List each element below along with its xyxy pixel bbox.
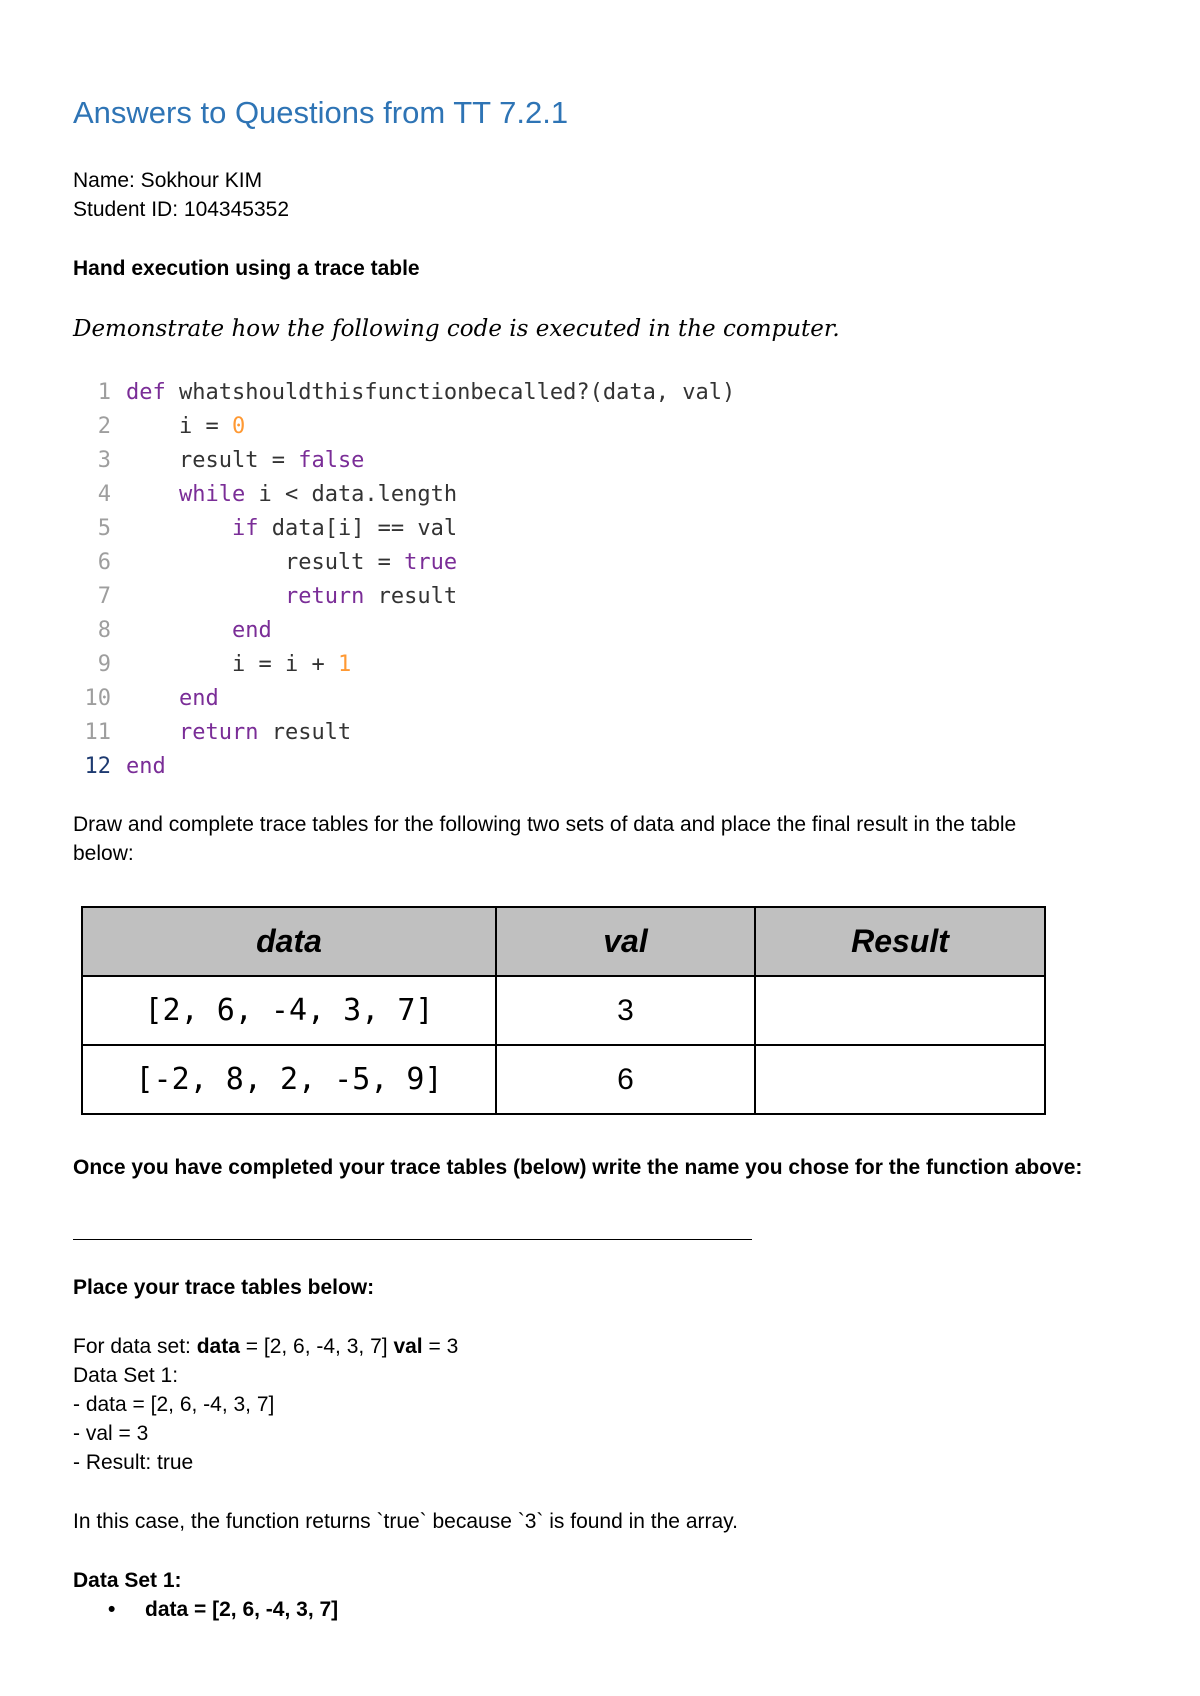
dataset-prefix: For data set: [73, 1335, 197, 1358]
code-line [75, 716, 351, 750]
code-indent [126, 652, 232, 677]
dataset-data-label: data [196, 1335, 240, 1358]
code-line [75, 614, 272, 648]
line-number: 7 [97, 584, 111, 609]
code-token: 0 [231, 414, 246, 439]
code-token: true [404, 550, 458, 575]
dataset1-bold-heading: Data Set 1: [73, 1569, 182, 1592]
code-token: return [178, 720, 272, 745]
table-header-row [82, 907, 1045, 976]
dataset-line [73, 1332, 458, 1361]
dataset1-item-data: - data = [2, 6, -4, 3, 7] [73, 1393, 275, 1416]
dataset-val-value: = 3 [422, 1335, 459, 1358]
bullet-list-item [108, 1595, 338, 1624]
code-indent [126, 448, 179, 473]
draw-instruction-line1: Draw and complete trace tables for the following two sets of data and place the final result in the table [73, 813, 1017, 836]
bullet-text: data = [2, 6, -4, 3, 7] [145, 1598, 339, 1621]
cell-data: [-2, 8, 2, -5, 9] [82, 1045, 496, 1114]
dataset-val-label: val [393, 1335, 423, 1358]
code-token: i = i + [231, 652, 338, 677]
header-data: data [82, 907, 496, 976]
code-token: 1 [337, 652, 352, 677]
cell-result[interactable] [755, 1045, 1045, 1114]
dataset1-item-result: - Result: true [73, 1451, 194, 1474]
results-table [81, 906, 1046, 1115]
line-number: 8 [97, 618, 111, 643]
header-result: Result [755, 907, 1045, 976]
dataset1-heading: Data Set 1: [73, 1364, 179, 1387]
code-token: if [231, 516, 272, 541]
cell-val: 3 [496, 976, 755, 1045]
student-id: Student ID: 104345352 [73, 198, 290, 221]
bullet-dot-icon: • [108, 1598, 116, 1621]
page-title: Answers to Questions from TT 7.2.1 [73, 95, 569, 130]
code-indent [126, 516, 232, 541]
student-name: Name: Sokhour KIM [73, 169, 263, 192]
answer-blank-line [73, 1239, 752, 1240]
code-line [75, 648, 351, 682]
code-line [75, 580, 457, 614]
code-line [75, 410, 245, 444]
table-row [82, 1045, 1045, 1114]
line-number: 12 [84, 754, 111, 779]
header-val: val [496, 907, 755, 976]
trace-heading: Place your trace tables below: [73, 1276, 375, 1299]
line-number: 1 [97, 380, 111, 405]
explanation-text: In this case, the function returns `true` because `3` is found in the array. [73, 1510, 738, 1533]
name-prompt: Once you have completed your trace tables (below) write the name you chose for the function above: [73, 1156, 1083, 1179]
instruction-text: Demonstrate how the following code is executed in the computer. [73, 316, 840, 342]
code-indent [126, 686, 179, 711]
code-indent [126, 720, 179, 745]
line-number: 11 [84, 720, 111, 745]
code-indent [126, 414, 179, 439]
draw-instruction-line2: below: [73, 842, 134, 865]
code-token: end [231, 618, 272, 643]
line-number: 4 [97, 482, 111, 507]
code-token: while [178, 482, 259, 507]
line-number: 2 [97, 414, 111, 439]
code-line [75, 682, 219, 716]
code-token: result [271, 720, 352, 745]
line-number: 6 [97, 550, 111, 575]
line-number: 5 [97, 516, 111, 541]
cell-val: 6 [496, 1045, 755, 1114]
code-token: result [377, 584, 458, 609]
dataset-data-value: = [2, 6, -4, 3, 7] [239, 1335, 394, 1358]
cell-result[interactable] [755, 976, 1045, 1045]
code-indent [126, 584, 285, 609]
code-indent [126, 482, 179, 507]
code-line [75, 478, 457, 512]
cell-data: [2, 6, -4, 3, 7] [82, 976, 496, 1045]
code-token: result = [284, 550, 405, 575]
code-line [75, 376, 735, 410]
code-token: false [298, 448, 365, 473]
code-line [75, 546, 457, 580]
code-line [75, 444, 364, 478]
table-row [82, 976, 1045, 1045]
line-number: 10 [84, 686, 111, 711]
code-token: return [284, 584, 378, 609]
code-token: end [178, 686, 219, 711]
code-token: def [126, 380, 179, 405]
code-line [75, 512, 457, 546]
section-heading: Hand execution using a trace table [73, 257, 420, 280]
line-number: 3 [97, 448, 111, 473]
code-indent [126, 550, 285, 575]
code-token: data[i] == val [271, 516, 458, 541]
dataset1-item-val: - val = 3 [73, 1422, 149, 1445]
code-indent [126, 618, 232, 643]
code-token: end [126, 754, 166, 779]
code-token: i < data.length [258, 482, 458, 507]
code-token: result = [178, 448, 299, 473]
line-number: 9 [97, 652, 111, 677]
code-token: i = [178, 414, 232, 439]
code-line [75, 750, 166, 784]
code-token: whatshouldthisfunctionbecalled?(data, val) [178, 380, 736, 405]
